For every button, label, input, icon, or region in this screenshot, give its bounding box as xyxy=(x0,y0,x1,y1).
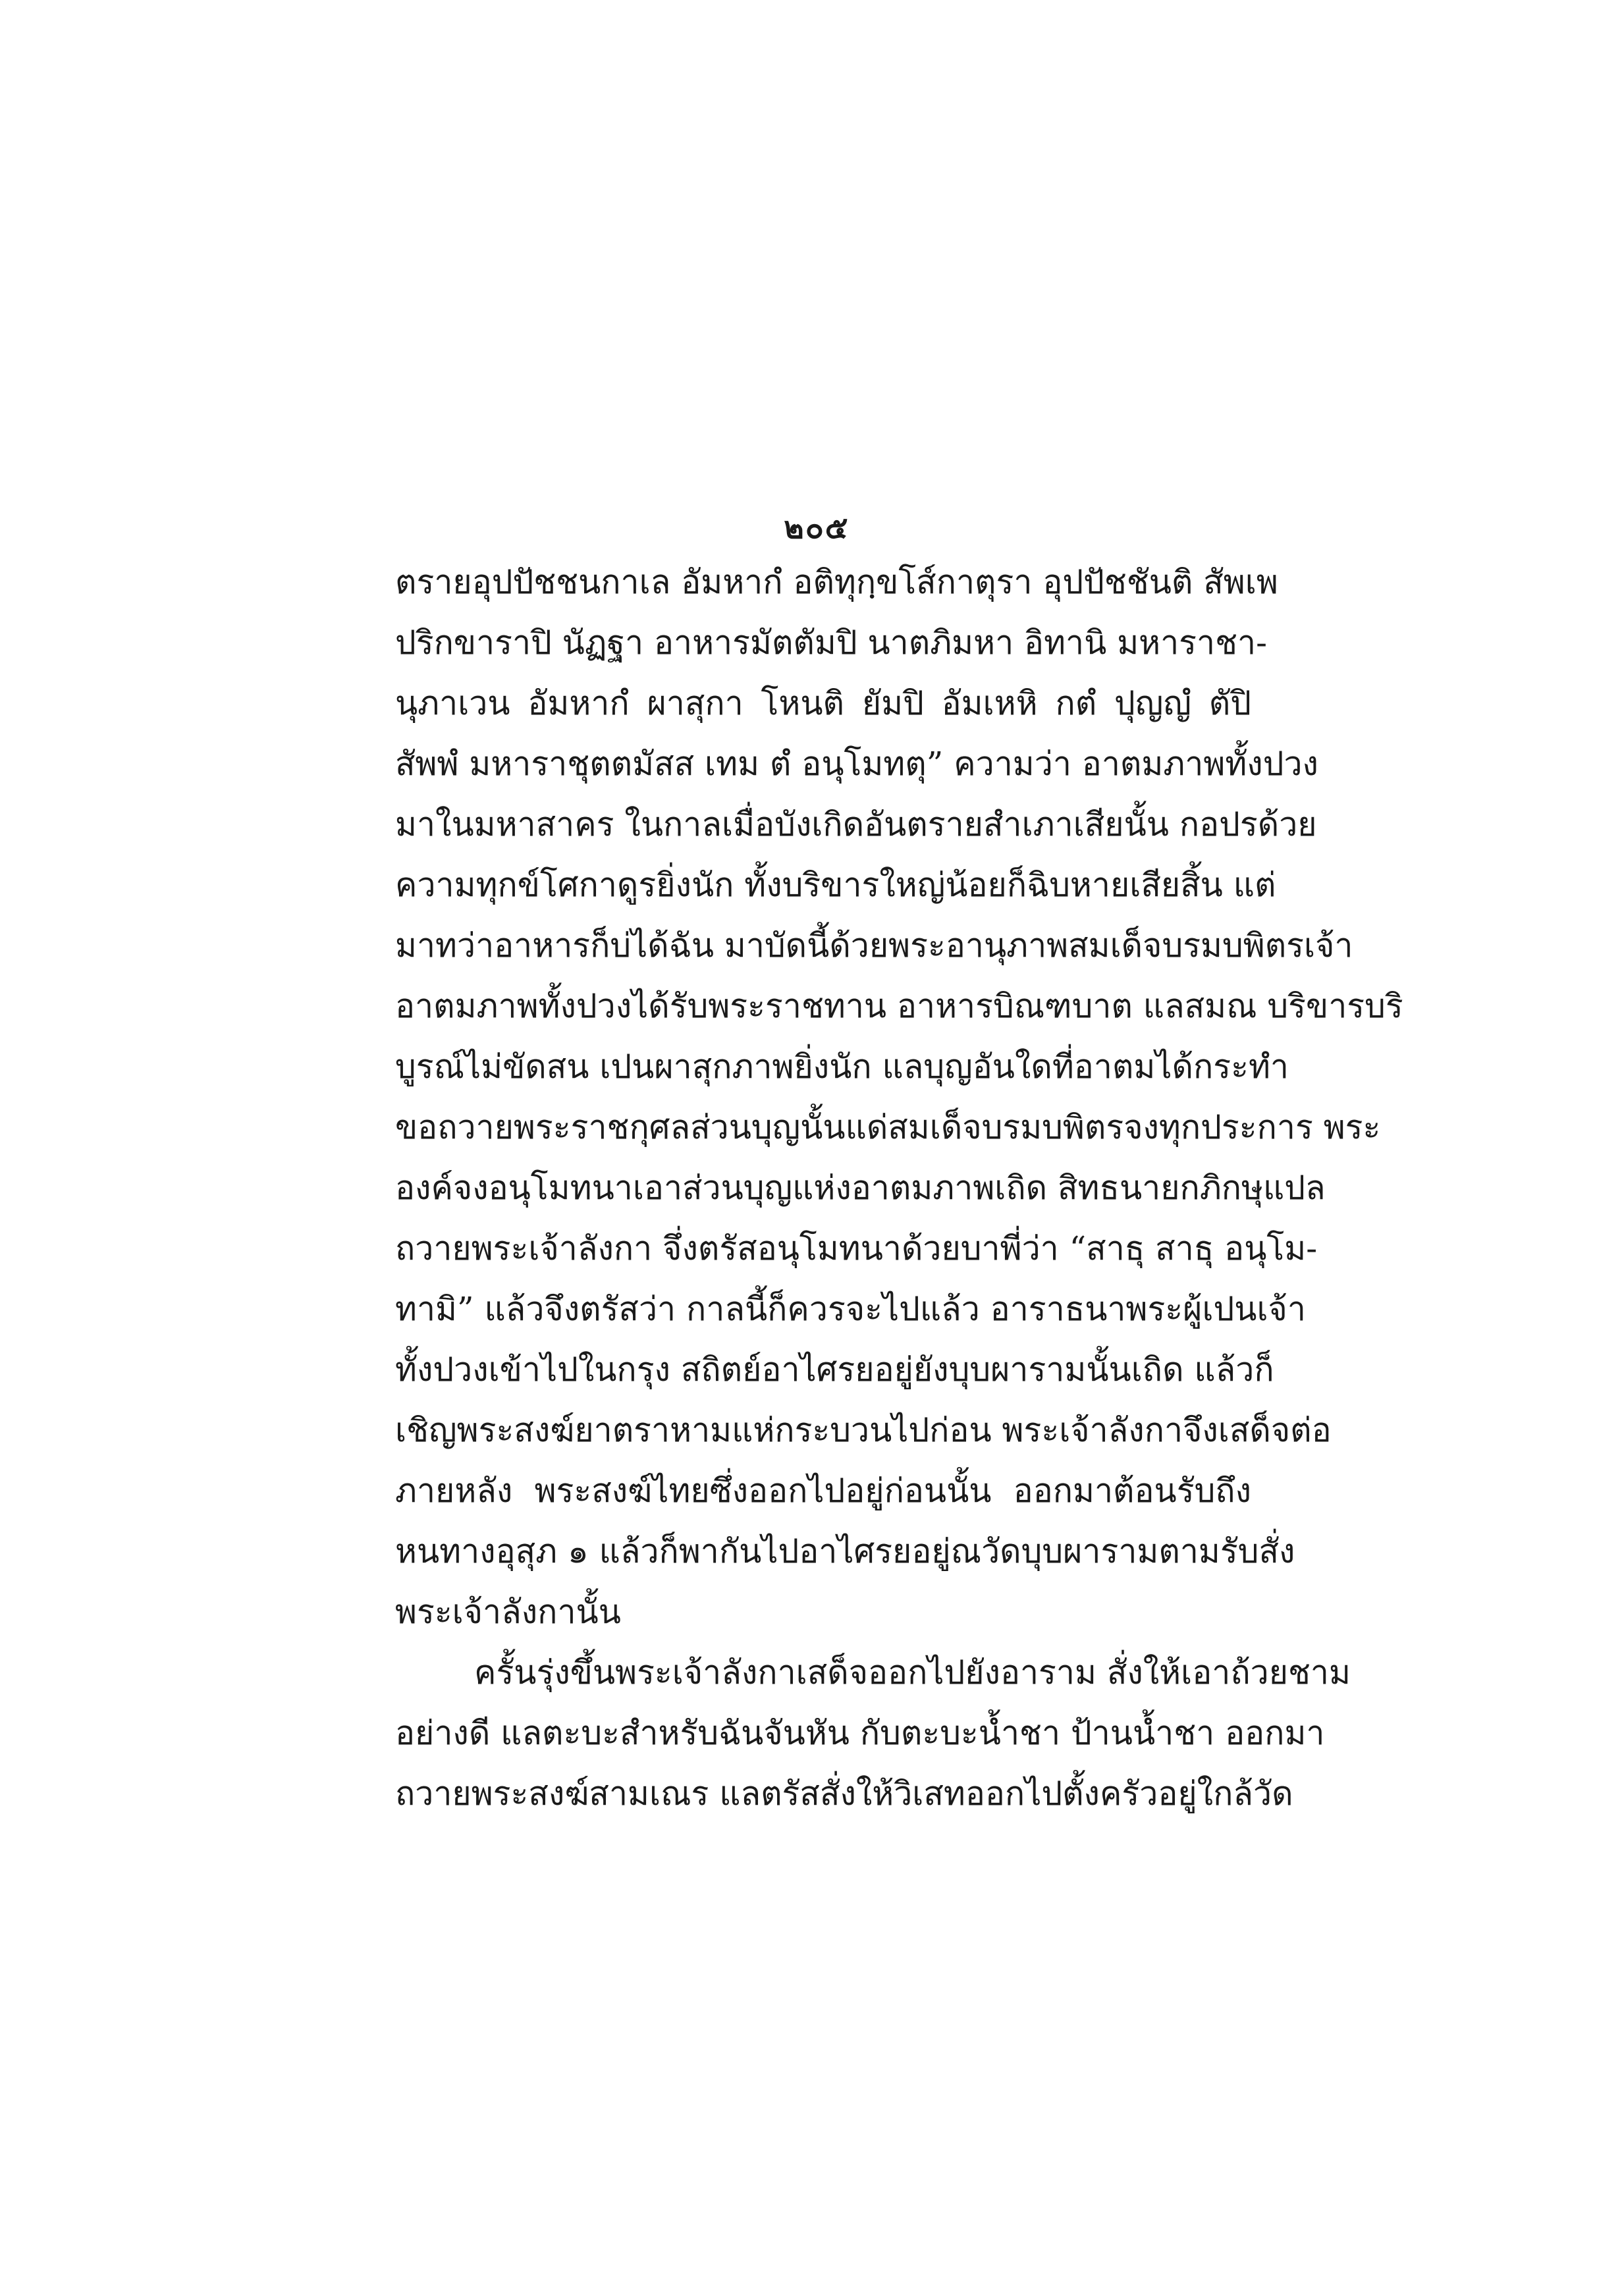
paragraph-start-line: ครั้นรุ่งขึ้นพระเจ้าลังกาเสด็จออกไปยังอาราม สั่งให้เอาถ้วยชาม xyxy=(474,1653,1351,1692)
text-line: ภายหลัง พระสงฆ์ไทยซึ่งออกไปอยู่ก่อนนั้น ออกมาต้อนรับถึง xyxy=(395,1472,1251,1510)
text-line: นุภาเวน อัมหากํ ผาสุกา โหนติ ยัมปิ อัมเหหิ กตํ ปุญญํ ตัปิ xyxy=(395,684,1251,722)
text-line: ปริกขาราปิ นัฏฐา อาหารมัตตัมปิ นาตภิมหา อิทานิ มหาราชา- xyxy=(395,624,1268,662)
text-line: อย่างดี แลตะบะสำหรับฉันจันหัน กับตะบะน้ำชา ป้านน้ำชา ออกมา xyxy=(395,1714,1325,1752)
text-line: ความทุกข์โศกาดูรยิ่งนัก ทั้งบริขารใหญ่น้อยก็ฉิบหายเสียสิ้น แต่ xyxy=(395,866,1276,904)
text-line: เชิญพระสงฆ์ยาตราหามแห่กระบวนไปก่อน พระเจ้าลังกาจึงเสด็จต่อ xyxy=(395,1411,1332,1449)
text-line: บูรณ์ไม่ขัดสน เปนผาสุกภาพยิ่งนัก แลบุญอันใดที่อาตมได้กระทำ xyxy=(395,1048,1289,1086)
text-line: มาทว่าอาหารก็บ่ได้ฉัน มาบัดนี้ด้วยพระอานุภาพสมเด็จบรมบพิตรเจ้า xyxy=(395,926,1353,965)
text-line: อาตมภาพทั้งปวงได้รับพระราชทาน อาหารบิณฑบาต แลสมณ บริขารบริ xyxy=(395,987,1403,1025)
text-line: ทามิ” แล้วจึงตรัสว่า กาลนี้ก็ควรจะไปแล้ว อาราธนาพระผู้เปนเจ้า xyxy=(395,1290,1306,1328)
text-line: พระเจ้าลังกานั้น xyxy=(395,1593,621,1631)
text-line: ทั้งปวงเข้าไปในกรุง สถิตย์อาไศรยอยู่ยังบุบผารามนั้นเถิด แล้วก็ xyxy=(395,1350,1274,1389)
text-line: สัพพํ มหาราชุตตมัสส เทม ตํ อนุโมทตุ” ความว่า อาตมภาพทั้งปวง xyxy=(395,745,1318,783)
text-line: หนทางอุสุภ ๑ แล้วก็พากันไปอาไศรยอยู่ณวัดบุบผารามตามรับสั่ง xyxy=(395,1532,1295,1570)
text-line: มาในมหาสาคร ในกาลเมื่อบังเกิดอันตรายสำเภาเสียนั้น กอปรด้วย xyxy=(395,805,1317,843)
page-number: ๒๐๕ xyxy=(784,510,850,545)
text-line: ถวายพระสงฆ์สามเณร แลตรัสสั่งให้วิเสทออกไปตั้งครัวอยู่ใกล้วัด xyxy=(395,1775,1293,1813)
text-line: องค์จงอนุโมทนาเอาส่วนบุญแห่งอาตมภาพเถิด สิทธนายกภิกษุแปล xyxy=(395,1169,1326,1207)
body-text xyxy=(395,552,1403,1824)
text-line: ถวายพระเจ้าลังกา จึ่งตรัสอนุโมทนาด้วยบาพี่ว่า “สาธุ สาธุ อนุโม- xyxy=(395,1229,1318,1268)
text-line: ขอถวายพระราชกุศลส่วนบุญนั้นแด่สมเด็จบรมบพิตรจงทุกประการ พระ xyxy=(395,1108,1381,1146)
text-line: ตรายอุปปัชชนกาเล อัมหากํ อติทุกฺขโส์กาตุรา อุปปัชชันติ สัพเพ xyxy=(395,563,1278,601)
